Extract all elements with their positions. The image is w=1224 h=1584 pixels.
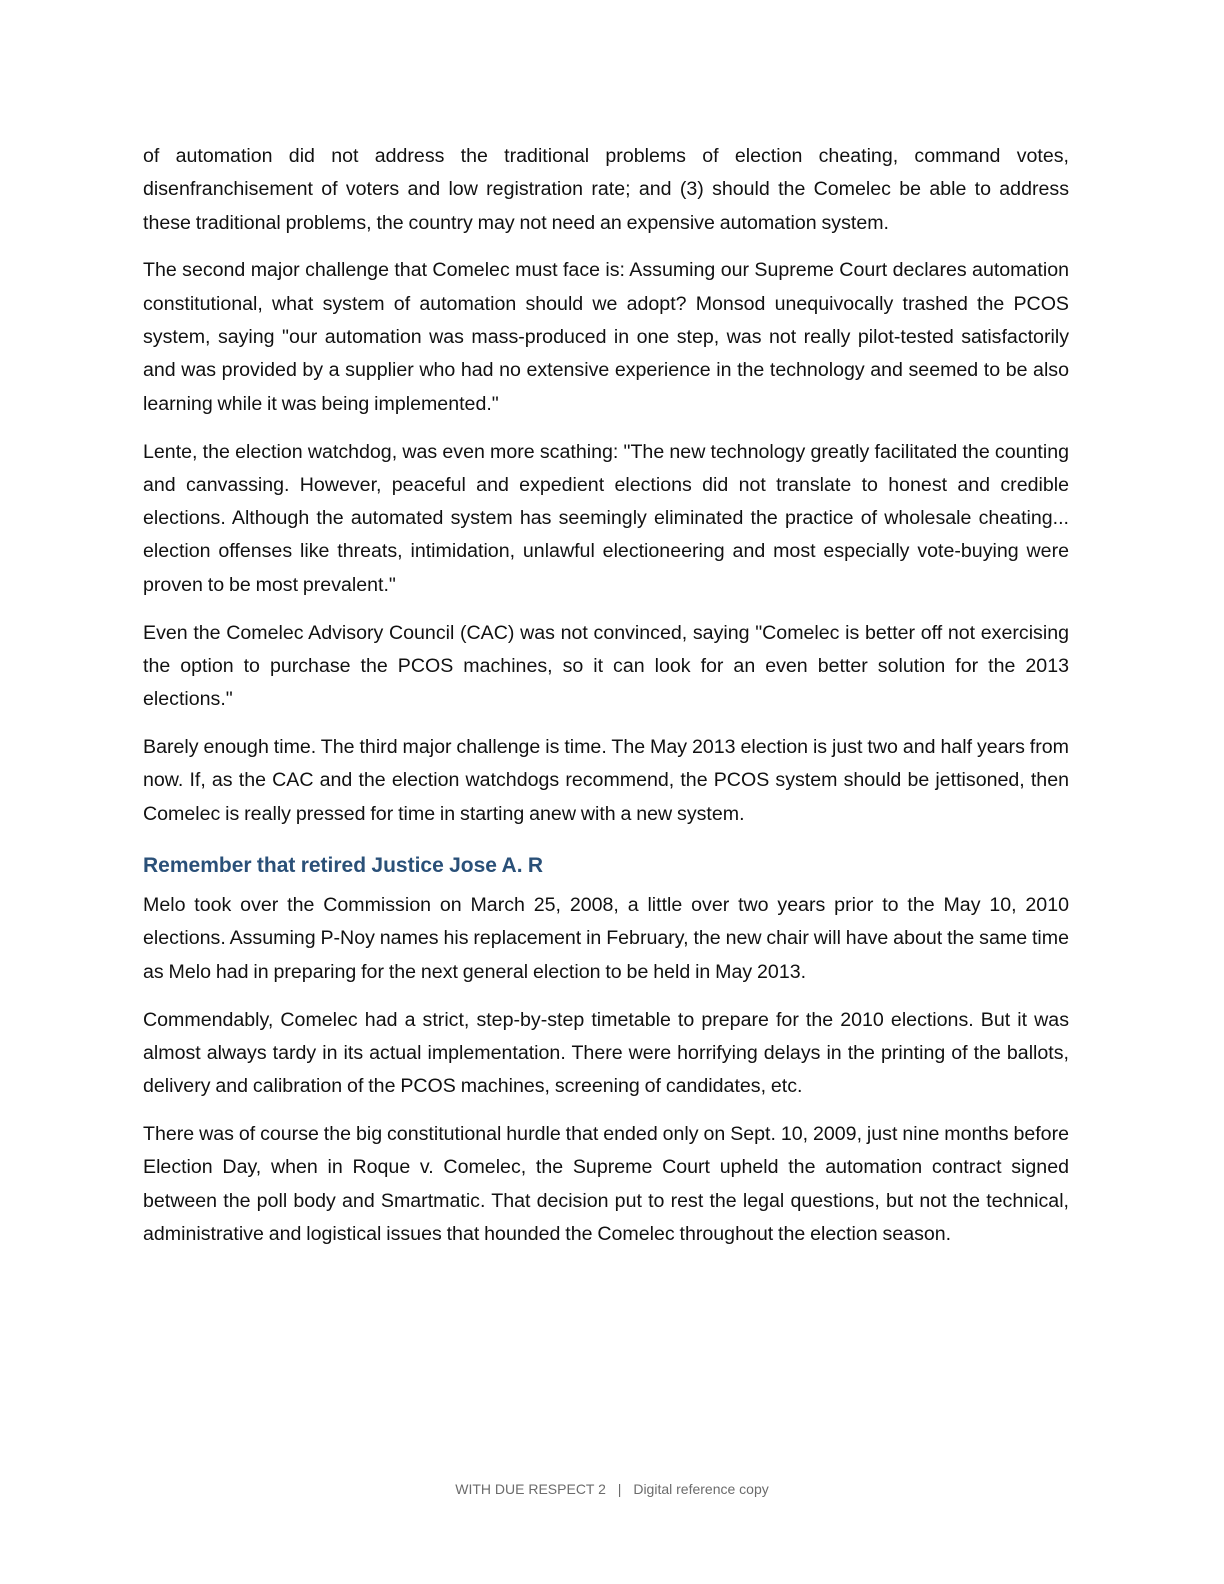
footer-title: WITH DUE RESPECT 2 xyxy=(455,1481,606,1497)
footer-note: Digital reference copy xyxy=(633,1481,769,1497)
body-paragraph: Melo took over the Commission on March 25, 2008, a little over two years prior to the May 10, 2010 elections. Assuming P-Noy names his replacement in February, the new chair will have about the same time as Melo had in preparing for the next general election to be held in May 2013. xyxy=(143,894,1069,983)
body-paragraph: The second major challenge that Comelec must face is: Assuming our Supreme Court declares automation constitutional, what system of automation should we adopt? Monsod unequivocally trashed the PCOS system, saying "our automation was mass-produced in one step, was not really pilot-tested satisfactorily and was provided by a supplier who had no extensive experience in the technology and seemed to be also learning while it was being implemented." xyxy=(143,259,1069,415)
body-paragraph: Barely enough time. The third major challenge is time. The May 2013 election is just two and half years from now. If, as the CAC and the election watchdogs recommend, the PCOS system should be jettisoned, then Comelec is really pressed for time in starting anew with a new system. xyxy=(143,736,1069,825)
body-paragraph: There was of course the big constitutional hurdle that ended only on Sept. 10, 2009, just nine months before Election Day, when in Roque v. Comelec, the Supreme Court upheld the automation contract signed between the poll body and Smartmatic. That decision put to rest the legal questions, but not the technical, administrative and logistical issues that hounded the Comelec throughout the election season. xyxy=(143,1122,1069,1245)
page-footer xyxy=(0,1479,1224,1499)
document-body xyxy=(143,140,1069,1266)
body-paragraph: Commendably, Comelec had a strict, step-by-step timetable to prepare for the 2010 elections. But it was almost always tardy in its actual implementation. There were horrifying delays in the printing of the ballots, delivery and calibration of the PCOS machines, screening of candidates, etc. xyxy=(143,1008,1069,1098)
body-paragraph: Even the Comelec Advisory Council (CAC) was not convinced, saying "Comelec is better off not exercising the option to purchase the PCOS machines, so it can look for an even better solution for the 2013 elections." xyxy=(143,621,1069,711)
body-paragraph: Lente, the election watchdog, was even more scathing: "The new technology greatly facilitated the counting and canvassing. However, peaceful and expedient elections did not translate to honest and credible elections. Although the automated system has seemingly eliminated the practice of wholesale cheating... election offenses like threats, intimidation, unlawful electioneering and most especially vote-buying were proven to be most prevalent." xyxy=(143,440,1069,596)
section-heading: Remember that retired Justice Jose A. R xyxy=(143,854,544,878)
footer-separator: | xyxy=(617,1481,622,1497)
body-paragraph: of automation did not address the traditional problems of election cheating, command votes, disenfranchisement of voters and low registration rate; and (3) should the Comelec be able to address these traditional problems, the country may not need an expensive automation system. xyxy=(143,145,1069,234)
